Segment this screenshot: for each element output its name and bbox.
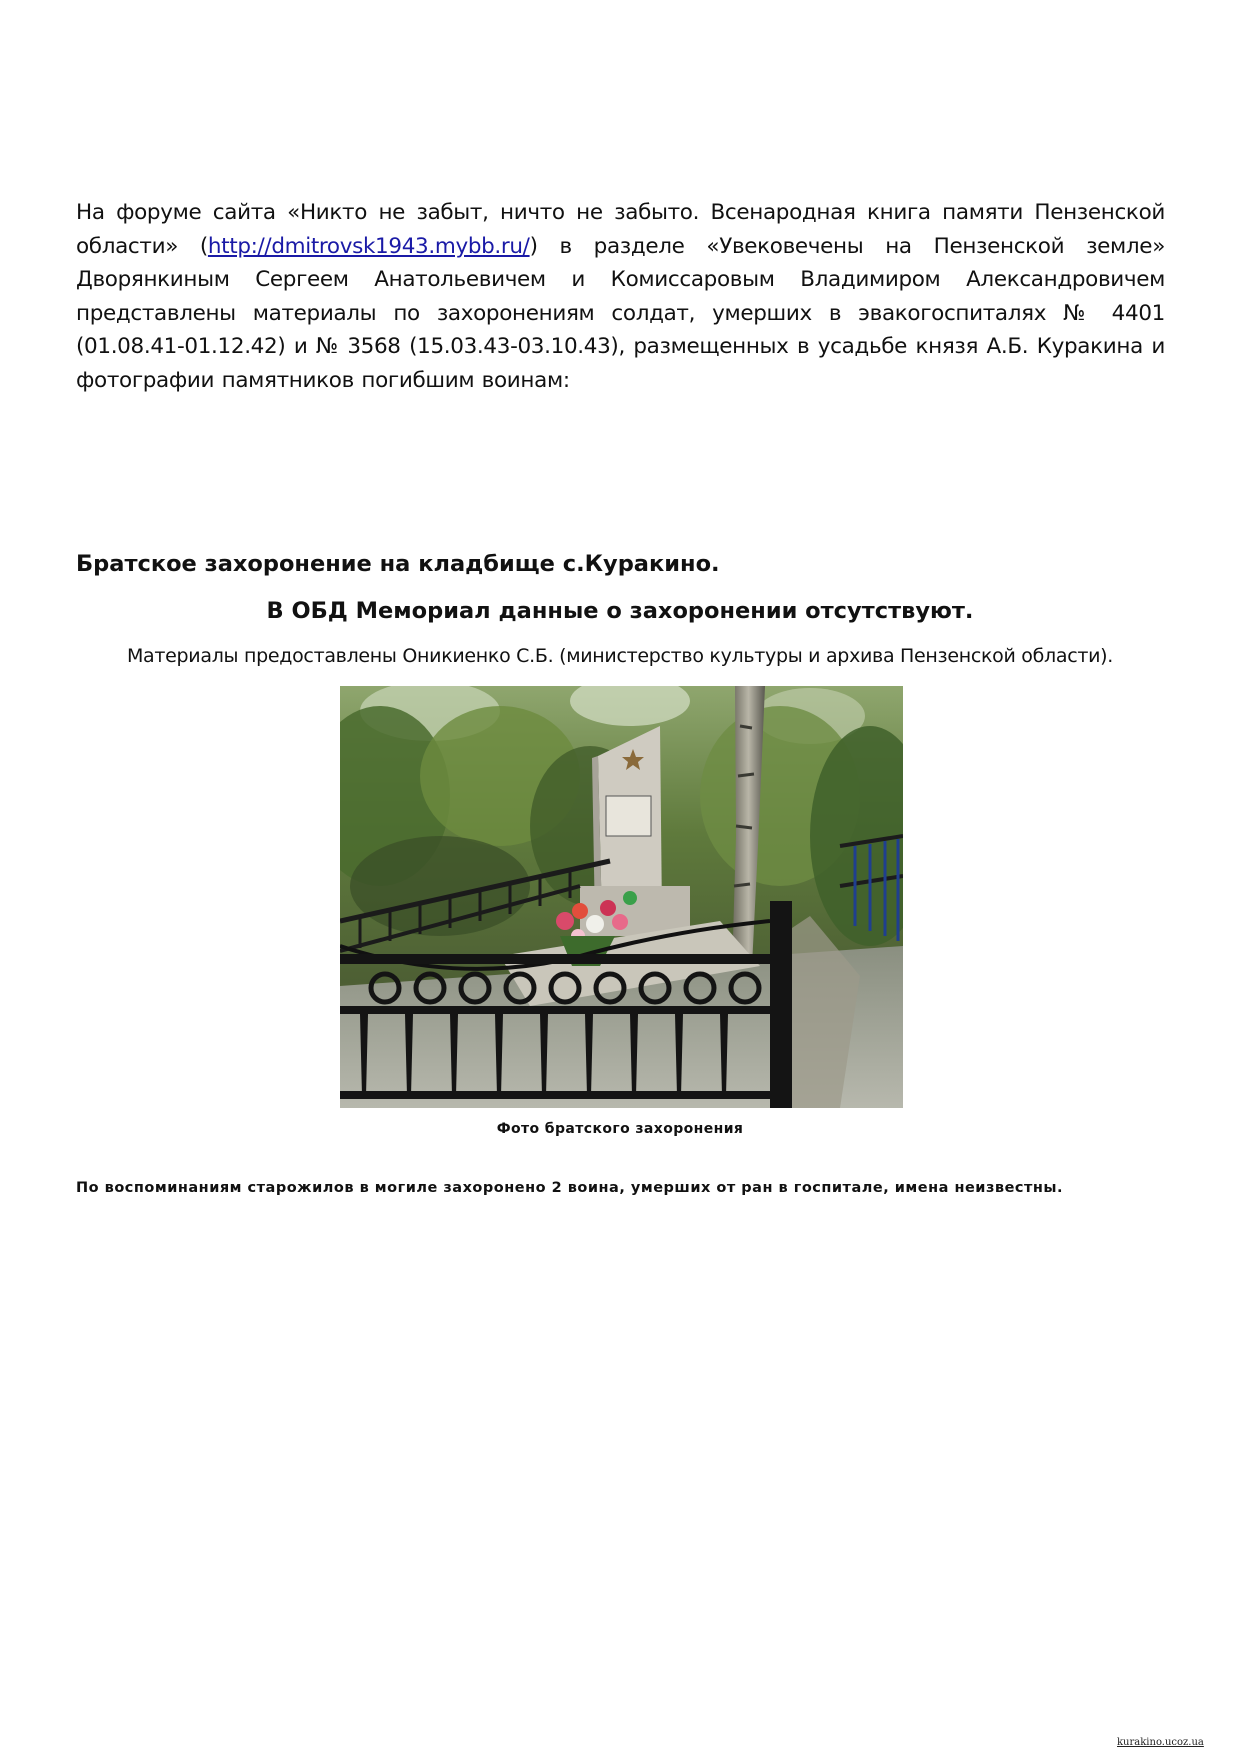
intro-text-before-link: На форуме сайта «Никто не забыт, ничто не забыто. Всенародная книга памяти Пензенской области» ( xyxy=(76,200,1165,259)
intro-text-after-link: ) в разделе «Увековечены на Пензенской земле» Дворянкиным Сергеем Анатольевичем и Комиссаровым Владимиром Александровичем представлены материалы по захоронениям солдат, умерших в эвакогоспиталях № 4401 (01.08.41-01.12.42) и № 3568 (15.03.43-03.10.43), размещенных в усадьбе князя А.Б. Куракина и фотографии памятников погибшим воинам: xyxy=(76,233,1165,393)
credits-text: Материалы предоставлены Оникиенко С.Б. (министерство культуры и архива Пензенской области). xyxy=(126,645,1114,667)
section-title: Братское захоронение на кладбище с.Куракино. xyxy=(76,551,720,577)
watermark: kurakino.ucoz.ua xyxy=(1117,1737,1204,1748)
burial-photo xyxy=(340,686,903,1108)
photo-caption: Фото братского захоронения xyxy=(496,1121,744,1137)
forum-link[interactable]: http://dmitrovsk1943.mybb.ru/ xyxy=(207,233,530,259)
section-subtitle: В ОБД Мемориал данные о захоронении отсутствуют. xyxy=(266,598,974,624)
intro-paragraph xyxy=(76,196,1165,397)
memories-text: По воспоминаниям старожилов в могиле захоронено 2 воина, умерших от ран в госпитале, имена неизвестны. xyxy=(76,1180,1064,1196)
